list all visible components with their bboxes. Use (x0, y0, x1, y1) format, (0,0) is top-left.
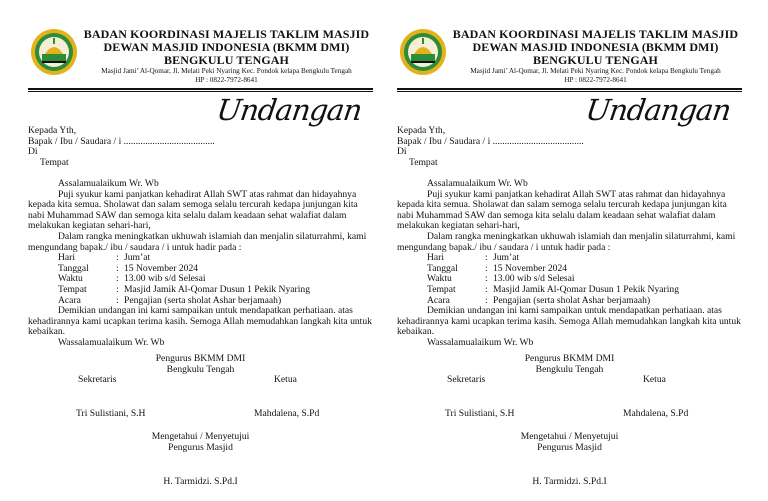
detail-value: Pengajian (serta sholat Ashar berjamaah) (493, 294, 651, 306)
greeting: Assalamualaikum Wr. Wb (427, 178, 528, 189)
detail-value: Masjid Jamik Al-Qomar Dusun 1 Pekik Nyaring (493, 283, 679, 295)
detail-label: Acara (427, 294, 450, 306)
role-secretary: Sekretaris (447, 374, 486, 386)
letter-body (397, 179, 742, 349)
org-name-line3: BENGKULU TENGAH (164, 53, 289, 67)
recipient-to: Kepada Yth, (397, 125, 446, 136)
detail-row (397, 285, 742, 296)
header-rule-thin (28, 91, 373, 92)
detail-value: Jum’at (493, 252, 520, 264)
letterhead (28, 0, 373, 92)
organization-header (80, 28, 373, 85)
invitation-letter-right (397, 0, 742, 501)
recipient-name-line: Bapak / Ibu / Saudara / i ...................................... (28, 135, 215, 147)
header-rule-thick (28, 88, 373, 90)
org-name-line3: BENGKULU TENGAH (533, 53, 658, 67)
detail-sep: : (485, 273, 488, 285)
recipient-block (397, 126, 742, 168)
sign-roles (397, 375, 742, 386)
closing: Wassalamualaikum Wr. Wb (58, 336, 165, 348)
document-title: Undangan (214, 93, 364, 127)
org-name-line1: BADAN KOORDINASI MAJELIS TAKLIM MASJID (83, 27, 370, 41)
detail-label: Hari (427, 252, 445, 264)
detail-row (28, 285, 373, 296)
approver-name: H. Tarmidzi. S.Pd.I (163, 476, 238, 487)
paragraph-1: Puji syukur kami panjatkan kehadirat Allah SWT atas rahmat dan hidayahnya kepada kita semua. Sholawat dan salam semoga selalu tercurah kedapa junjungan kita nabi Muhammad SAW dan semoga kita selalu dalam keadaan sehat walafiat dalam melakukan kegiatan sehari-hari, (397, 188, 727, 232)
sign-org-1: Pengurus BKMM DMI (524, 353, 615, 364)
paragraph-1: Puji syukur kami panjatkan kehadirat Allah SWT atas rahmat dan hidayahnya kepada kita semua. Sholawat dan salam semoga selalu tercurah kedapa junjungan kita nabi Muhammad SAW dan semoga kita selalu dalam keadaan sehat walafiat dalam melakukan kegiatan sehari-hari, (28, 188, 358, 232)
sign-org-2: Bengkulu Tengah (166, 363, 235, 375)
header-rule-thin (397, 91, 742, 92)
bkmm-logo-icon (399, 28, 447, 76)
recipient-place: Tempat (409, 156, 438, 168)
signature-block (28, 354, 373, 386)
secretary-name: Tri Sulistiani, S.H (76, 408, 146, 419)
approval-block (397, 432, 742, 453)
detail-sep: : (485, 262, 488, 274)
signature-block (397, 354, 742, 386)
letterhead (397, 0, 742, 92)
detail-value: Pengajian (serta sholat Ashar berjamaah) (124, 294, 282, 306)
detail-value: 13.00 wib s/d Selesai (493, 273, 575, 285)
detail-label: Tempat (58, 283, 87, 295)
header-rule-thick (397, 88, 742, 90)
role-chairman: Ketua (643, 374, 666, 386)
chairman-name: Mahdalena, S.Pd (623, 408, 689, 419)
organization-header (449, 28, 742, 85)
approve-org: Pengurus Masjid (537, 441, 602, 453)
paragraph-2: Dalam rangka meningkatkan ukhuwah islamiah dan menjalin silaturrahmi, kami mengundang bapak./ ibu / saudara / i untuk hadir pada : (28, 230, 367, 253)
detail-sep: : (116, 262, 119, 274)
paragraph-3: Demikian undangan ini kami sampaikan untuk mendapatkan perhatiaan. atas kehadirannya kami ucapkan terima kasih. Semoga Allah memudahkan langkah kita untuk kebaikan. (28, 305, 372, 338)
secretary-name: Tri Sulistiani, S.H (445, 408, 515, 419)
org-name-line1: BADAN KOORDINASI MAJELIS TAKLIM MASJID (452, 27, 739, 41)
org-address: Masjid Jami’ Al-Qomar, Jl. Melati Peki Nyaring Kec. Pondok kelapa Bengkulu Tengah (470, 67, 721, 75)
detail-sep: : (116, 283, 119, 295)
role-secretary: Sekretaris (78, 374, 117, 386)
org-address: Masjid Jami’ Al-Qomar, Jl. Melati Peki Nyaring Kec. Pondok kelapa Bengkulu Tengah (101, 67, 352, 75)
recipient-di: Di (28, 146, 38, 158)
detail-sep: : (116, 273, 119, 285)
org-phone: HP : 0822-7972-8641 (564, 76, 627, 84)
role-chairman: Ketua (274, 374, 297, 386)
approve-label: Mengetahui / Menyetujui (520, 431, 619, 442)
org-phone: HP : 0822-7972-8641 (195, 76, 258, 84)
signature-names (397, 409, 742, 420)
approve-org: Pengurus Masjid (168, 441, 233, 453)
signature-names (28, 409, 373, 420)
org-name-line2: DEWAN MASJID INDONESIA (BKMM DMI) (472, 40, 719, 54)
recipient-to: Kepada Yth, (28, 125, 77, 136)
approver-name: H. Tarmidzi. S.Pd.I (532, 476, 607, 487)
detail-value: Masjid Jamik Al-Qomar Dusun 1 Pekik Nyaring (124, 283, 310, 295)
letter-body (28, 179, 373, 349)
detail-label: Hari (58, 252, 76, 264)
sign-org-1: Pengurus BKMM DMI (155, 353, 246, 364)
bkmm-logo-icon (30, 28, 78, 76)
detail-label: Waktu (58, 273, 83, 285)
recipient-di: Di (397, 146, 407, 158)
greeting: Assalamualaikum Wr. Wb (58, 178, 159, 189)
detail-label: Tanggal (427, 262, 458, 274)
detail-value: 13.00 wib s/d Selesai (124, 273, 206, 285)
detail-sep: : (116, 294, 119, 306)
detail-sep: : (116, 252, 119, 264)
chairman-name: Mahdalena, S.Pd (254, 408, 320, 419)
detail-label: Tempat (427, 283, 456, 295)
detail-value: 15 November 2024 (124, 262, 199, 274)
paragraph-3: Demikian undangan ini kami sampaikan untuk mendapatkan perhatiaan. atas kehadirannya kami ucapkan terima kasih. Semoga Allah memudahkan langkah kita untuk kebaikan. (397, 305, 741, 338)
recipient-place: Tempat (40, 156, 69, 168)
detail-label: Acara (58, 294, 81, 306)
org-name-line2: DEWAN MASJID INDONESIA (BKMM DMI) (103, 40, 350, 54)
approval-block (28, 432, 373, 453)
detail-sep: : (485, 294, 488, 306)
paragraph-2: Dalam rangka meningkatkan ukhuwah islamiah dan menjalin silaturrahmi, kami mengundang bapak./ ibu / saudara / i untuk hadir pada : (397, 230, 736, 253)
detail-label: Tanggal (58, 262, 89, 274)
recipient-block (28, 126, 373, 168)
detail-sep: : (485, 283, 488, 295)
detail-value: Jum’at (124, 252, 151, 264)
detail-sep: : (485, 252, 488, 264)
document-title: Undangan (583, 93, 733, 127)
detail-label: Waktu (427, 273, 452, 285)
invitation-letter-left (28, 0, 373, 501)
sign-org-2: Bengkulu Tengah (535, 363, 604, 375)
closing: Wassalamualaikum Wr. Wb (427, 336, 534, 348)
approve-label: Mengetahui / Menyetujui (151, 431, 250, 442)
sign-roles (28, 375, 373, 386)
detail-value: 15 November 2024 (493, 262, 568, 274)
recipient-name-line: Bapak / Ibu / Saudara / i ...................................... (397, 135, 584, 147)
